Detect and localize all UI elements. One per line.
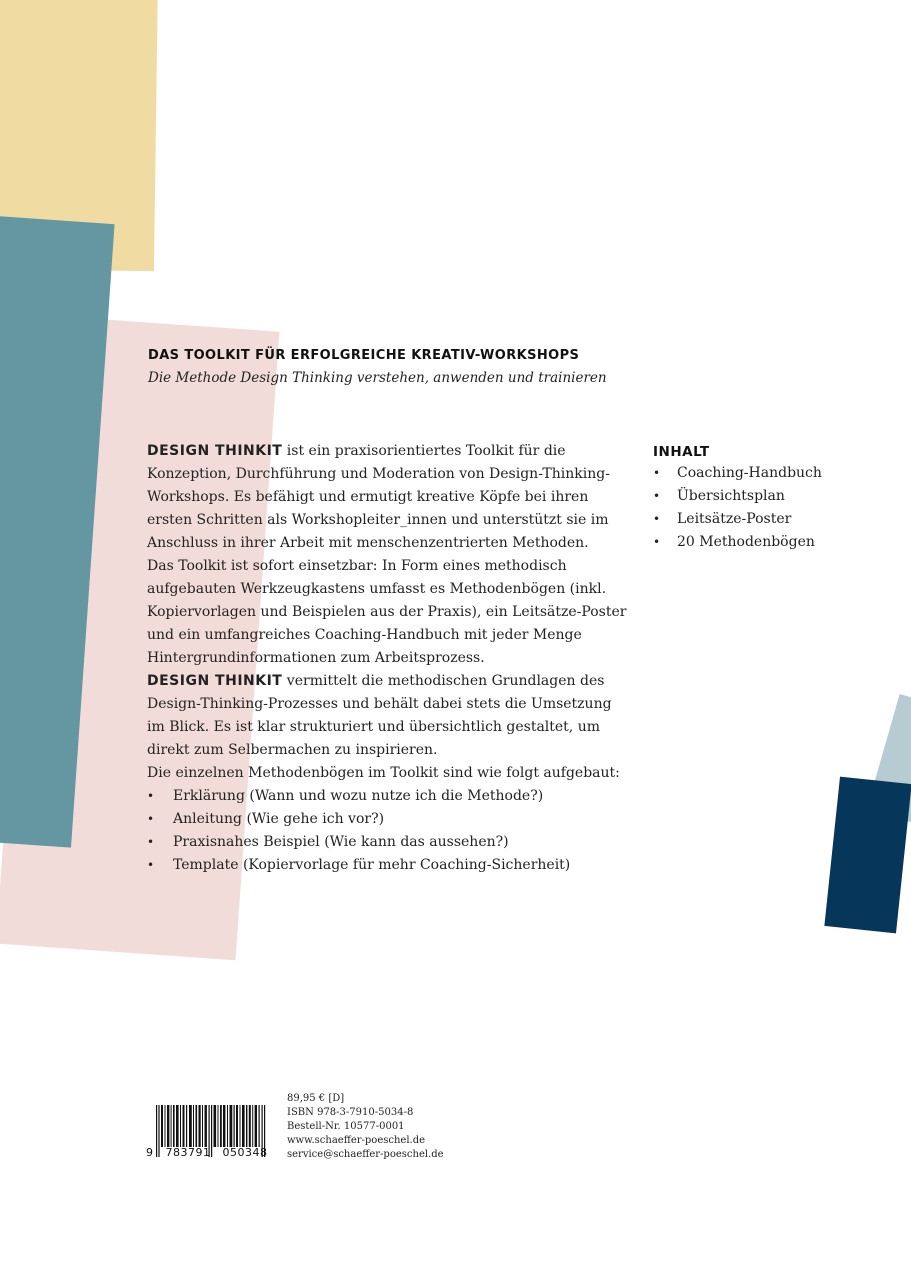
order-number: Bestell-Nr. 10577-0001 <box>287 1121 405 1132</box>
list-item: • Template (Kopiervorlage für mehr Coaching-Sicherheit) <box>147 854 627 877</box>
list-item: • Praxisnahes Beispiel (Wie kann das aussehen?) <box>147 831 627 854</box>
barcode-digits: 9 783791 050348 <box>146 1146 268 1159</box>
description-text <box>147 440 627 877</box>
list-item: • 20 Methodenbögen <box>653 531 873 554</box>
brand-name: DESIGN THINKIT <box>147 673 283 689</box>
isbn: ISBN 978-3-7910-5034-8 <box>287 1107 414 1118</box>
page-title: DAS TOOLKIT FÜR ERFOLGREICHE KREATIV-WORKSHOPS <box>148 348 580 363</box>
paragraph-usage: Das Toolkit ist sofort einsetzbar: In Form eines methodisch aufgebauten Werkzeugkastens umfasst es Methodenbögen (inkl. Kopiervorlagen und Beispielen aus der Praxis), ein Leitsätze-Poster und ein umfangreiches Coaching-Handbuch mit jeder Menge Hintergrundinformationen zum Arbeitsprozess. <box>147 558 627 666</box>
page-subtitle: Die Methode Design Thinking verstehen, anwenden und trainieren <box>148 370 607 386</box>
contents-list <box>653 462 873 554</box>
email-link[interactable]: service@schaeffer-poeschel.de <box>287 1149 444 1160</box>
decorative-navy-block <box>824 777 911 934</box>
list-item: • Übersichtsplan <box>653 485 873 508</box>
isbn-barcode <box>146 1103 271 1163</box>
list-item: • Erklärung (Wann und wozu nutze ich die Methode?) <box>147 785 627 808</box>
paragraph-structure: Die einzelnen Methodenbögen im Toolkit sind wie folgt aufgebaut: <box>147 765 620 781</box>
paragraph-intro-text: ist ein praxisorientiertes Toolkit für die Konzeption, Durchführung und Moderation von Design-Thinking-Workshops. Es befähigt und ermutigt kreative Köpfe bei ihren ersten Schritten als Workshopleiter_innen und unterstützt sie im Anschluss in ihrer Arbeit mit menschenzentrierten Methoden. <box>147 443 610 551</box>
list-item: • Coaching-Handbuch <box>653 462 873 485</box>
list-item: • Anleitung (Wie gehe ich vor?) <box>147 808 627 831</box>
list-item: • Leitsätze-Poster <box>653 508 873 531</box>
paragraph-intro <box>147 440 627 555</box>
paragraph-basics-text: vermittelt die methodischen Grundlagen des Design-Thinking-Prozesses und behält dabei stets die Umsetzung im Blick. Es ist klar strukturiert und übersichtlich gestaltet, um direkt zum Selbermachen zu inspirieren. <box>147 673 612 758</box>
method-structure-list <box>147 785 627 877</box>
price: 89,95 € [D] <box>287 1093 345 1104</box>
website-link[interactable]: www.schaeffer-poeschel.de <box>287 1135 426 1146</box>
publisher-info <box>287 1092 444 1162</box>
contents-title: INHALT <box>653 444 710 460</box>
paragraph-basics <box>147 670 627 762</box>
brand-name: DESIGN THINKIT <box>147 443 283 459</box>
contents-box <box>653 442 873 554</box>
